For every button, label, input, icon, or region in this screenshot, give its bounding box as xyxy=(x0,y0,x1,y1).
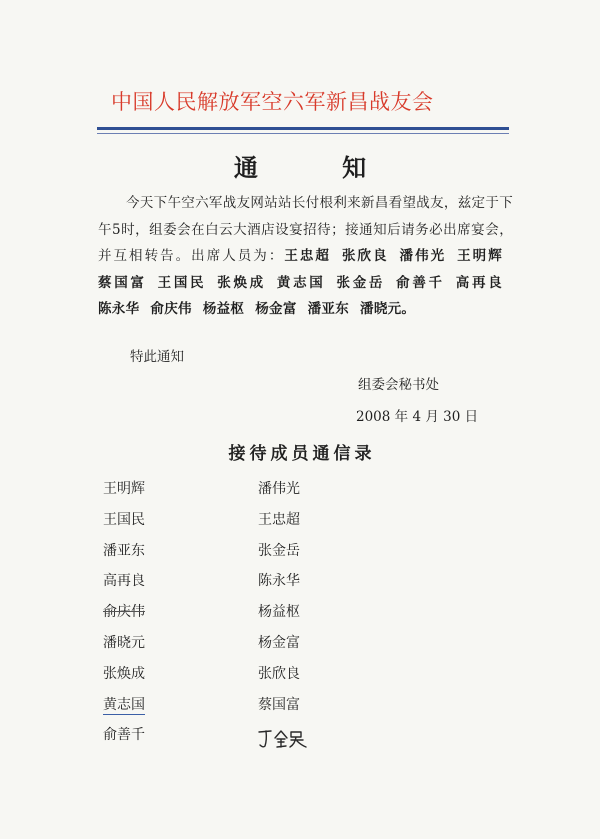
attendee-name: 蔡国富 xyxy=(98,274,147,291)
roster-name-left: 王明辉 xyxy=(103,481,145,497)
notice-title: 通 知 xyxy=(233,153,405,182)
attendee-name: 潘亚东 xyxy=(307,301,350,318)
roster-table xyxy=(0,478,600,755)
roster-name-right: 潘伟光 xyxy=(258,481,300,497)
roster-name-right: 张金岳 xyxy=(258,542,300,559)
roster-name-left: 黄志国 xyxy=(103,694,145,715)
roster-name-right: 杨金富 xyxy=(258,634,300,651)
roster-name-right: 张欣良 xyxy=(258,665,300,682)
roster-name-right: 陈永华 xyxy=(258,573,300,590)
notice-body xyxy=(98,190,513,323)
org-title: 中国人民解放军空六军新昌战友会 xyxy=(111,90,434,114)
roster-row xyxy=(0,663,600,694)
attendee-name: 张金岳 xyxy=(336,274,386,291)
attendee-name: 王忠超 xyxy=(284,248,331,265)
attendee-name: 潘晓元。 xyxy=(360,301,416,318)
roster-name-left: 张焕成 xyxy=(103,665,145,682)
attendee-name: 王明辉 xyxy=(457,248,502,265)
handwritten-signature xyxy=(257,726,309,750)
roster-name-left: 潘晓元 xyxy=(103,634,145,651)
notice-body-text: 今天下午空六军战友网站站长付根利来新昌看望战友，兹定于下午5时，组委会在白云大酒店设宴招待；接通知后请务必出席宴会，并互相转告。出席人员为： xyxy=(98,195,513,265)
roster-name-left: 高再良 xyxy=(103,573,145,590)
roster-name-right: 杨益枢 xyxy=(258,604,300,621)
roster-row xyxy=(0,478,600,509)
roster-title: 接待成员通信录 xyxy=(228,444,376,464)
roster-row xyxy=(0,601,600,632)
notice-date: 2008 年 4 月 30 日 xyxy=(356,409,479,425)
roster-name-right: 王忠超 xyxy=(258,511,300,528)
attendee-name: 杨金富 xyxy=(255,301,297,318)
roster-name-left: 潘亚东 xyxy=(103,542,145,559)
roster-name-right: 蔡国富 xyxy=(258,696,300,713)
roster-name-left: 俞庆伟 xyxy=(103,604,145,621)
roster-name-left: 王国民 xyxy=(103,511,145,528)
roster-row xyxy=(0,540,600,571)
attendee-name: 陈永华 xyxy=(98,301,140,318)
attendee-name: 张焕成 xyxy=(217,274,266,291)
roster-row xyxy=(0,632,600,663)
roster-row xyxy=(0,509,600,540)
attendee-name: 杨益枢 xyxy=(202,301,245,318)
attendee-name: 俞善千 xyxy=(396,274,445,291)
attendee-name: 王国民 xyxy=(157,274,207,291)
header-rule-thick xyxy=(97,127,509,130)
attendee-name: 潘伟光 xyxy=(399,248,447,265)
attendee-name: 张欣良 xyxy=(341,248,389,265)
attendee-name: 黄志国 xyxy=(276,274,326,291)
attendee-name: 高再良 xyxy=(455,274,502,291)
closing-line: 特此通知 xyxy=(130,349,184,365)
header-rule-thin xyxy=(97,133,509,134)
roster-row xyxy=(0,694,600,725)
roster-row xyxy=(0,570,600,601)
attendee-name: 俞庆伟 xyxy=(150,301,192,318)
signature-org: 组委会秘书处 xyxy=(358,377,439,393)
roster-name-left: 俞善千 xyxy=(103,727,145,744)
